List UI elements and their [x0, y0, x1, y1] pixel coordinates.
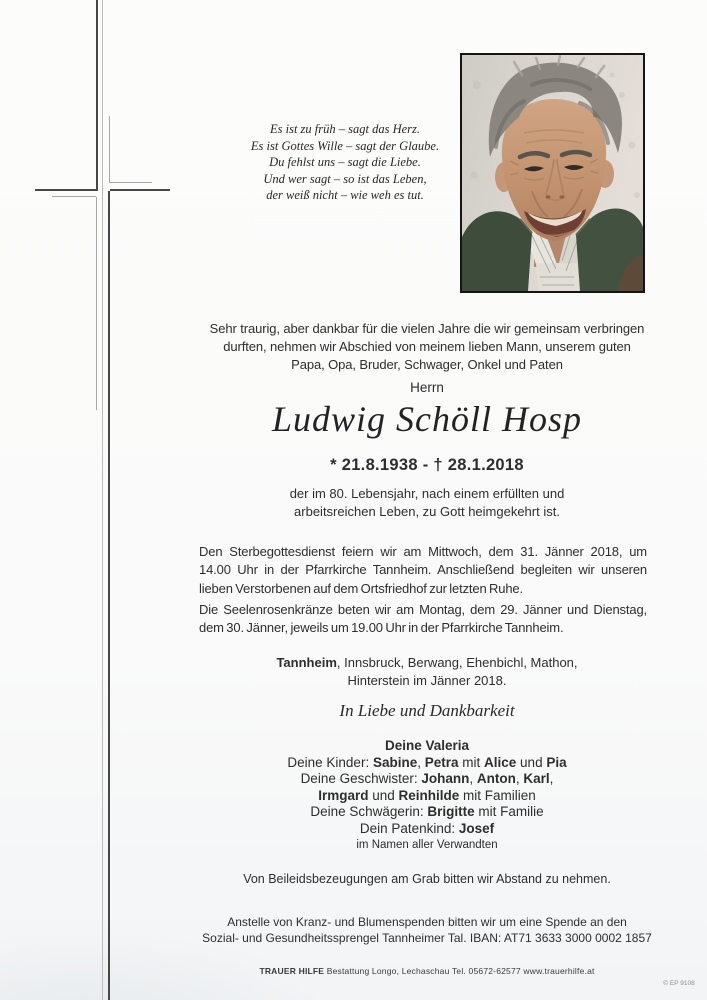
cross-line [109, 116, 110, 183]
cross-line [110, 182, 152, 183]
life-text: der im 80. Lebensjahr, nach einem erfüllten und arbeitsreichen Leben, zu Gott heimgekehrt ist. [289, 486, 565, 519]
cross-line [52, 196, 96, 197]
life-dates: * 21.8.1938 - † 28.1.2018 [330, 456, 524, 474]
cross-line [108, 191, 110, 1000]
portrait-illustration [462, 55, 643, 291]
closing-phrase: In Liebe und Dankbarkeit [339, 701, 515, 720]
portrait-photo [460, 53, 645, 293]
intro-text: Sehr traurig, aber dankbar für die vielen Jahre die wir gemeinsam verbringen durften, nehmen wir Abschied von meinem lieben Mann, unserem guten Papa, Opa, Bruder, Schwager, Onkel und Paten [209, 321, 645, 372]
print-code: © EP 9108 [663, 980, 695, 987]
salutation: Herrn [410, 380, 444, 395]
service-info: Den Sterbegottesdienst feiern wir am Mittwoch, dem 31. Jänner 2018, um 14.00 Uhr in der Pfarrkirche Tannheim. Anschließend begleiten wir unseren lieben Verstorbenen auf dem Ortsfriedhof zur letzten Ruhe. [199, 544, 647, 596]
family-list: Deine Valeria Deine Kinder: Sabine, Petra mit Alice und Pia Deine Geschwister: Johann, Anton, Karl, Irmgard und Reinhilde mit Familien Deine Schwägerin: Brigitte mit Familie Dein Patenkind: Josef [287, 738, 567, 836]
condolence-note: Von Beileidsbezeugungen am Grab bitten wir Abstand zu nehmen. [243, 872, 611, 886]
cross-line [96, 197, 97, 410]
funeral-home-footer: TRAUER HILFE Bestattung Longo, Lechaschau Tel. 05672-62577 www.trauerhilfe.at [259, 966, 595, 976]
donation-request: Anstelle von Kranz- und Blumenspenden bitten wir um eine Spende an den Sozial- und Gesundheitssprengel Tannheimer Tal. IBAN: AT71 3633 3000 0002 1857 [202, 915, 652, 945]
memorial-poem: Es ist zu früh – sagt das Herz. Es ist Gottes Wille – sagt der Glaube. Du fehlst uns – sagt die Liebe. Und wer sagt – so ist das Leben, der weiß nicht – wie weh es tut. [250, 122, 440, 202]
cross-line [110, 189, 170, 191]
places-date: Tannheim, Innsbruck, Berwang, Ehenbichl, Mathon, Hinterstein im Jänner 2018. [276, 655, 578, 688]
cross-line [102, 0, 103, 1000]
family-note: im Namen aller Verwandten [356, 839, 498, 851]
cross-line [96, 0, 98, 191]
deceased-name: Ludwig Schöll Hosp [271, 399, 583, 439]
cross-line [35, 189, 96, 191]
rosary-info: Die Seelenrosenkränze beten wir am Montag, dem 29. Jänner und Dienstag, dem 30. Jänner, jeweils um 19.00 Uhr in der Pfarrkirche Tannheim. [199, 602, 647, 636]
